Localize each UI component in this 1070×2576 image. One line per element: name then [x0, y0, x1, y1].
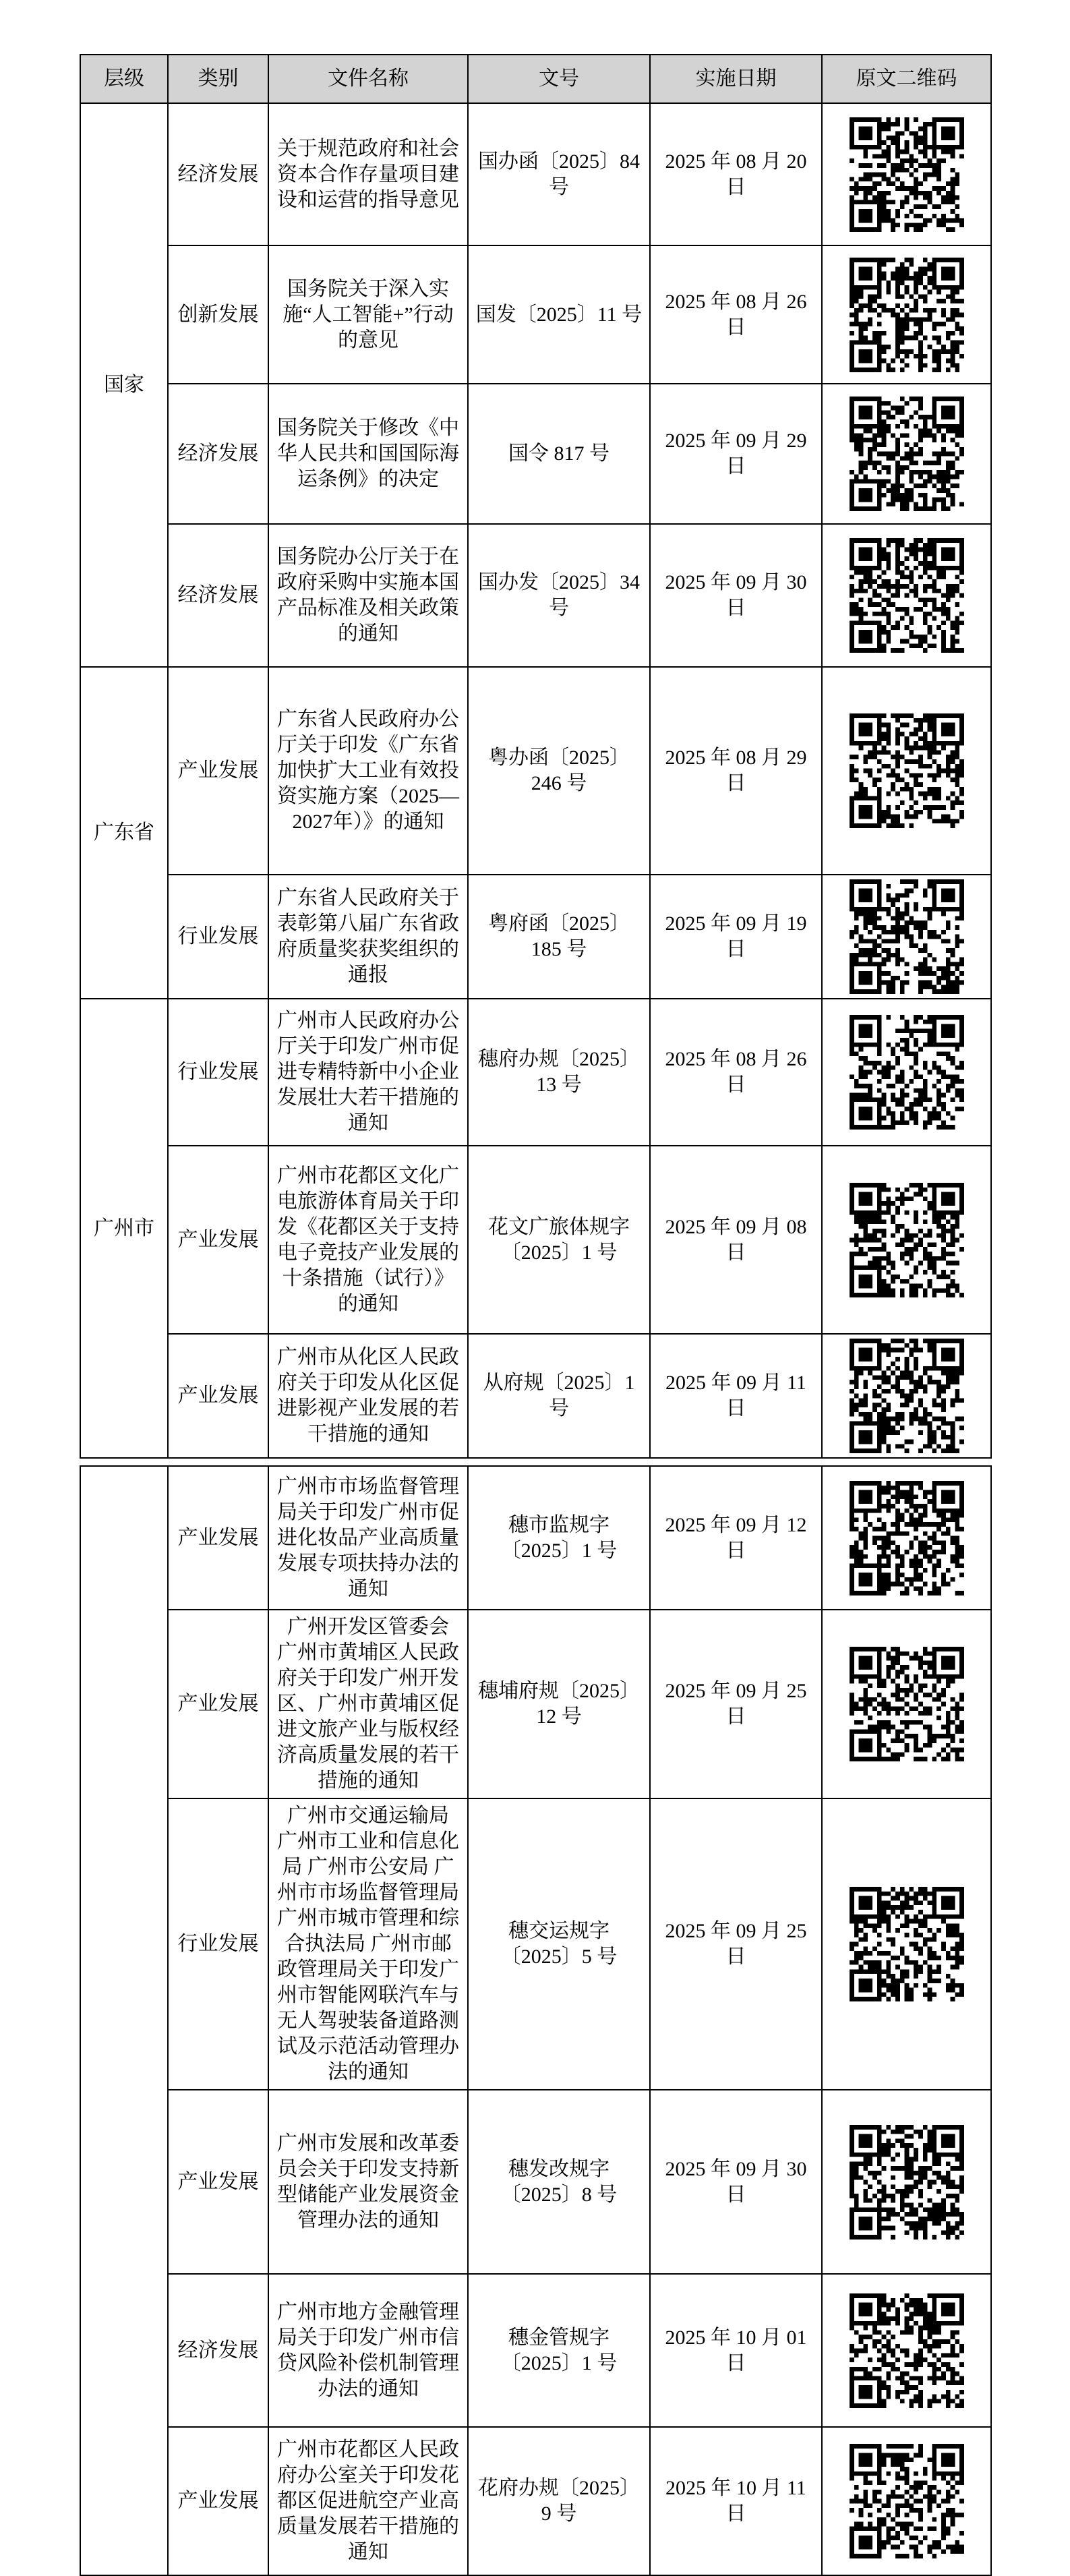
- implementation-date: 2025 年 08 月 26 日: [650, 999, 822, 1146]
- category-cell: 行业发展: [168, 999, 268, 1146]
- qr-code: [829, 2125, 984, 2240]
- table-row: [80, 1146, 991, 1334]
- implementation-date: 2025 年 09 月 11 日: [650, 1334, 822, 1458]
- category-cell: 产业发展: [168, 1334, 268, 1458]
- category-cell: 产业发展: [168, 1466, 268, 1610]
- column-header-level: 层级: [80, 55, 168, 103]
- category-cell: 产业发展: [168, 2427, 268, 2575]
- qr-code: [829, 117, 984, 232]
- column-header-category: 类别: [168, 55, 268, 103]
- table-row: [80, 1798, 991, 2090]
- doc-number: 国办发〔2025〕34 号: [468, 524, 650, 667]
- table-row: [80, 1334, 991, 1458]
- implementation-date: 2025 年 09 月 25 日: [650, 1798, 822, 2090]
- level-cell: [80, 1466, 168, 2575]
- implementation-date: 2025 年 08 月 29 日: [650, 667, 822, 875]
- qr-cell: [822, 1610, 991, 1798]
- document-title: 广东省人民政府办公厅关于印发《广东省加快扩大工业有效投资实施方案（2025—2027年）》的通知: [268, 667, 468, 875]
- implementation-date: 2025 年 10 月 11 日: [650, 2427, 822, 2575]
- document-title: 广东省人民政府关于表彰第八届广东省政府质量奖获奖组织的通报: [268, 875, 468, 999]
- doc-number: 穗交运规字〔2025〕5 号: [468, 1798, 650, 2090]
- qr-code: [829, 1339, 984, 1453]
- category-cell: 行业发展: [168, 875, 268, 999]
- header-row: [80, 55, 991, 103]
- column-header-qr: 原文二维码: [822, 55, 991, 103]
- doc-number: 粤办函〔2025〕246 号: [468, 667, 650, 875]
- column-header-date: 实施日期: [650, 55, 822, 103]
- level-cell: 广州市: [80, 999, 168, 1458]
- document-title: 广州市花都区文化广电旅游体育局关于印发《花都区关于支持电子竞技产业发展的十条措施（试行）》的通知: [268, 1146, 468, 1334]
- implementation-date: 2025 年 10 月 01 日: [650, 2274, 822, 2427]
- document-title: 国务院办公厅关于在政府采购中实施本国产品标准及相关政策的通知: [268, 524, 468, 667]
- implementation-date: 2025 年 09 月 29 日: [650, 384, 822, 524]
- category-cell: 创新发展: [168, 245, 268, 384]
- table-row: [80, 667, 991, 875]
- doc-number: 粤府函〔2025〕185 号: [468, 875, 650, 999]
- implementation-date: 2025 年 09 月 25 日: [650, 1610, 822, 1798]
- doc-number: 国办函〔2025〕84 号: [468, 103, 650, 245]
- category-cell: 产业发展: [168, 2090, 268, 2274]
- level-cell: 广东省: [80, 667, 168, 999]
- document-title: 广州开发区管委会 广州市黄埔区人民政府关于印发广州开发区、广州市黄埔区促进文旅产业与版权经济高质量发展的若干措施的通知: [268, 1610, 468, 1798]
- qr-code: [829, 879, 984, 994]
- implementation-date: 2025 年 08 月 26 日: [650, 245, 822, 384]
- category-cell: 产业发展: [168, 667, 268, 875]
- document-title: 广州市花都区人民政府办公室关于印发花都区促进航空产业高质量发展若干措施的通知: [268, 2427, 468, 2575]
- qr-cell: [822, 384, 991, 524]
- document-title: 广州市交通运输局 广州市工业和信息化局 广州市公安局 广州市市场监督管理局 广州市城市管理和综合执法局 广州市邮政管理局关于印发广州市智能网联汽车与无人驾驶装备道路测试及示范活动管理办法的通知: [268, 1798, 468, 2090]
- qr-cell: [822, 1798, 991, 2090]
- document-title: 国务院关于修改《中华人民共和国国际海运条例》的决定: [268, 384, 468, 524]
- qr-cell: [822, 2274, 991, 2427]
- qr-code: [829, 1647, 984, 1761]
- category-cell: 产业发展: [168, 1146, 268, 1334]
- qr-cell: [822, 1146, 991, 1334]
- qr-cell: [822, 2427, 991, 2575]
- table-row: [80, 1610, 991, 1798]
- table-separator: [80, 1459, 990, 1465]
- qr-code: [829, 1183, 984, 1297]
- qr-cell: [822, 103, 991, 245]
- category-cell: 行业发展: [168, 1798, 268, 2090]
- level-cell: 国家: [80, 103, 168, 667]
- qr-cell: [822, 875, 991, 999]
- implementation-date: 2025 年 09 月 08 日: [650, 1146, 822, 1334]
- qr-code: [829, 2444, 984, 2558]
- qr-cell: [822, 524, 991, 667]
- qr-code: [829, 397, 984, 511]
- table-row: [80, 999, 991, 1146]
- qr-code: [829, 258, 984, 372]
- doc-number: 穗金管规字〔2025〕1 号: [468, 2274, 650, 2427]
- qr-cell: [822, 667, 991, 875]
- table-row: [80, 2274, 991, 2427]
- doc-number: 穗市监规字〔2025〕1 号: [468, 1466, 650, 1610]
- document-title: 广州市市场监督管理局关于印发广州市促进化妆品产业高质量发展专项扶持办法的通知: [268, 1466, 468, 1610]
- category-cell: 经济发展: [168, 103, 268, 245]
- doc-number: 国发〔2025〕11 号: [468, 245, 650, 384]
- document-title: 关于规范政府和社会资本合作存量项目建设和运营的指导意见: [268, 103, 468, 245]
- qr-code: [829, 1887, 984, 2001]
- qr-cell: [822, 2090, 991, 2274]
- table-row: [80, 103, 991, 245]
- table-row: [80, 1466, 991, 1610]
- policy-table-lower: [80, 1465, 992, 2576]
- column-header-docno: 文号: [468, 55, 650, 103]
- qr-cell: [822, 999, 991, 1146]
- qr-code: [829, 1481, 984, 1596]
- document-title: 广州市地方金融管理局关于印发广州市信贷风险补偿机制管理办法的通知: [268, 2274, 468, 2427]
- qr-cell: [822, 245, 991, 384]
- table-row: [80, 2427, 991, 2575]
- doc-number: 花府办规〔2025〕9 号: [468, 2427, 650, 2575]
- document-title: 国务院关于深入实施“人工智能+”行动的意见: [268, 245, 468, 384]
- column-header-title: 文件名称: [268, 55, 468, 103]
- document-title: 广州市从化区人民政府关于印发从化区促进影视产业发展的若干措施的通知: [268, 1334, 468, 1458]
- qr-cell: [822, 1334, 991, 1458]
- category-cell: 经济发展: [168, 2274, 268, 2427]
- doc-number: 穗府办规〔2025〕13 号: [468, 999, 650, 1146]
- qr-code: [829, 1015, 984, 1130]
- implementation-date: 2025 年 08 月 20 日: [650, 103, 822, 245]
- doc-number: 穗发改规字〔2025〕8 号: [468, 2090, 650, 2274]
- doc-number: 从府规〔2025〕1 号: [468, 1334, 650, 1458]
- doc-number: 花文广旅体规字〔2025〕1 号: [468, 1146, 650, 1334]
- doc-number: 穗埔府规〔2025〕12 号: [468, 1610, 650, 1798]
- category-cell: 产业发展: [168, 1610, 268, 1798]
- table-row: [80, 384, 991, 524]
- category-cell: 经济发展: [168, 384, 268, 524]
- implementation-date: 2025 年 09 月 12 日: [650, 1466, 822, 1610]
- implementation-date: 2025 年 09 月 19 日: [650, 875, 822, 999]
- qr-code: [829, 2293, 984, 2408]
- qr-code: [829, 713, 984, 828]
- table-row: [80, 524, 991, 667]
- implementation-date: 2025 年 09 月 30 日: [650, 2090, 822, 2274]
- category-cell: 经济发展: [168, 524, 268, 667]
- qr-cell: [822, 1466, 991, 1610]
- document-title: 广州市人民政府办公厅关于印发广州市促进专精特新中小企业发展壮大若干措施的通知: [268, 999, 468, 1146]
- policy-tables: [80, 54, 990, 2576]
- doc-number: 国令 817 号: [468, 384, 650, 524]
- policy-table-upper: [80, 54, 992, 1459]
- document-title: 广州市发展和改革委员会关于印发支持新型储能产业发展资金管理办法的通知: [268, 2090, 468, 2274]
- table-row: [80, 875, 991, 999]
- implementation-date: 2025 年 09 月 30 日: [650, 524, 822, 667]
- qr-code: [829, 538, 984, 653]
- table-row: [80, 2090, 991, 2274]
- table-row: [80, 245, 991, 384]
